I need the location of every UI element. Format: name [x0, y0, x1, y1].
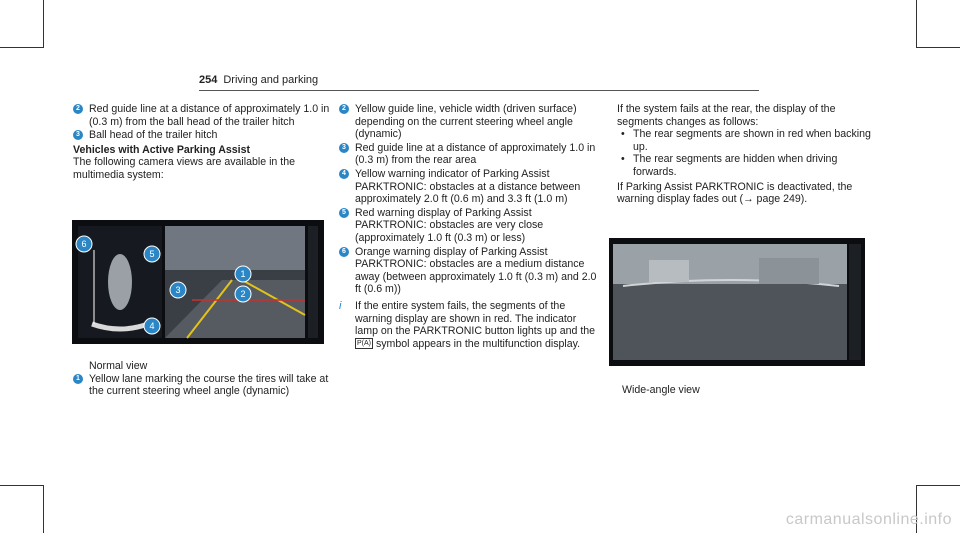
callout-6-icon: 6: [339, 247, 349, 257]
section-title: Driving and parking: [223, 74, 319, 86]
bullet-item: [617, 128, 879, 153]
callout-4-icon: 4: [339, 169, 349, 179]
crop-mark: [916, 47, 960, 48]
list-item: [339, 103, 597, 141]
list-item: [339, 142, 597, 167]
bullet-icon: •: [621, 128, 625, 141]
item-text: Ball head of the trailer hitch: [89, 129, 218, 142]
callout-4-icon: 4: [149, 321, 155, 331]
callout-1-icon: 1: [240, 269, 246, 279]
callout-3-icon: 3: [339, 143, 349, 153]
header-rule: [199, 90, 759, 91]
crop-mark: [43, 0, 44, 48]
list-item: [339, 246, 597, 296]
callout-3-icon: 3: [175, 285, 181, 295]
figure-caption: Wide-angle view: [622, 384, 700, 396]
crop-mark: [43, 485, 44, 533]
list-item: [339, 168, 597, 206]
callout-1-icon: 1: [73, 374, 83, 384]
callout-5-icon: 5: [149, 249, 155, 259]
bullet-item: [617, 153, 879, 178]
list-item: [73, 103, 331, 128]
info-icon: i: [339, 299, 342, 312]
list-item: [73, 129, 331, 142]
list-item: [73, 373, 331, 398]
column-3: [617, 103, 879, 206]
info-note: [339, 300, 597, 350]
item-text: Orange warning display of Parking Assist PARKTRONIC: obstacles are a medium distance away (between approximately 1.0 ft (0.3 m) and 2.0 ft (0.6 m)): [355, 245, 597, 296]
crop-mark: [0, 485, 44, 486]
item-text: Red warning display of Parking Assist PARKTRONIC: obstacles are very close (approximately 1.0 ft (0.3 m) or less): [355, 206, 544, 244]
deactivated-text: If Parking Assist PARKTRONIC is deactivated, the warning display fades out (→ page 249).: [617, 180, 853, 206]
column-2: [339, 103, 597, 351]
bullet-text: The rear segments are shown in red when backing up.: [633, 128, 871, 153]
watermark: carmanualsonline.info: [785, 511, 952, 528]
page-header: [199, 74, 318, 86]
bullet-icon: •: [621, 153, 625, 166]
crop-mark: [0, 47, 44, 48]
callout-5-icon: 5: [339, 208, 349, 218]
item-text: Yellow lane marking the course the tires will take at the current steering wheel angle (dynamic): [89, 372, 329, 398]
info-text: If the entire system fails, the segments of the warning display are shown in red. The indicator lamp on the PARKTRONIC button lights up and the: [355, 299, 596, 338]
column-1-lower: [73, 360, 331, 399]
list-item: [339, 207, 597, 245]
parking-symbol-icon: P(A): [357, 340, 371, 348]
intro-text: The following camera views are available in the multimedia system:: [73, 156, 295, 181]
callout-6-icon: 6: [81, 239, 87, 249]
column-1: [73, 103, 331, 182]
bullet-text: The rear segments are hidden when driving forwards.: [633, 153, 838, 178]
section-heading: Vehicles with Active Parking Assist: [73, 143, 251, 156]
figure-caption: Normal view: [89, 360, 148, 372]
normal-view-screenshot: [72, 220, 324, 344]
camera-display: [72, 220, 324, 344]
callout-2-icon: 2: [339, 104, 349, 114]
crop-mark: [916, 485, 960, 486]
crop-mark: [916, 0, 917, 48]
info-text: symbol appears in the multifunction display.: [375, 337, 581, 350]
item-text: Red guide line at a distance of approximately 1.0 in (0.3 m) from the rear area: [355, 141, 596, 167]
intro-text: If the system fails at the rear, the display of the segments changes as follows:: [617, 103, 836, 128]
callout-2-icon: 2: [240, 289, 246, 299]
callout-2-icon: 2: [73, 104, 83, 114]
callout-3-icon: 3: [73, 130, 83, 140]
item-text: Yellow guide line, vehicle width (driven surface) depending on the current steering wheel angle (dynamic): [355, 103, 577, 141]
camera-display: [609, 238, 865, 366]
wide-angle-screenshot: [609, 238, 865, 366]
page-number: 254: [199, 74, 218, 86]
item-text: Red guide line at a distance of approximately 1.0 in (0.3 m) from the ball head of the trailer hitch: [89, 103, 330, 128]
item-text: Yellow warning indicator of Parking Assist PARKTRONIC: obstacles at a distance between approximately 2.0 ft (0.6 m) and 3.3 ft (1.0 m): [355, 167, 581, 206]
